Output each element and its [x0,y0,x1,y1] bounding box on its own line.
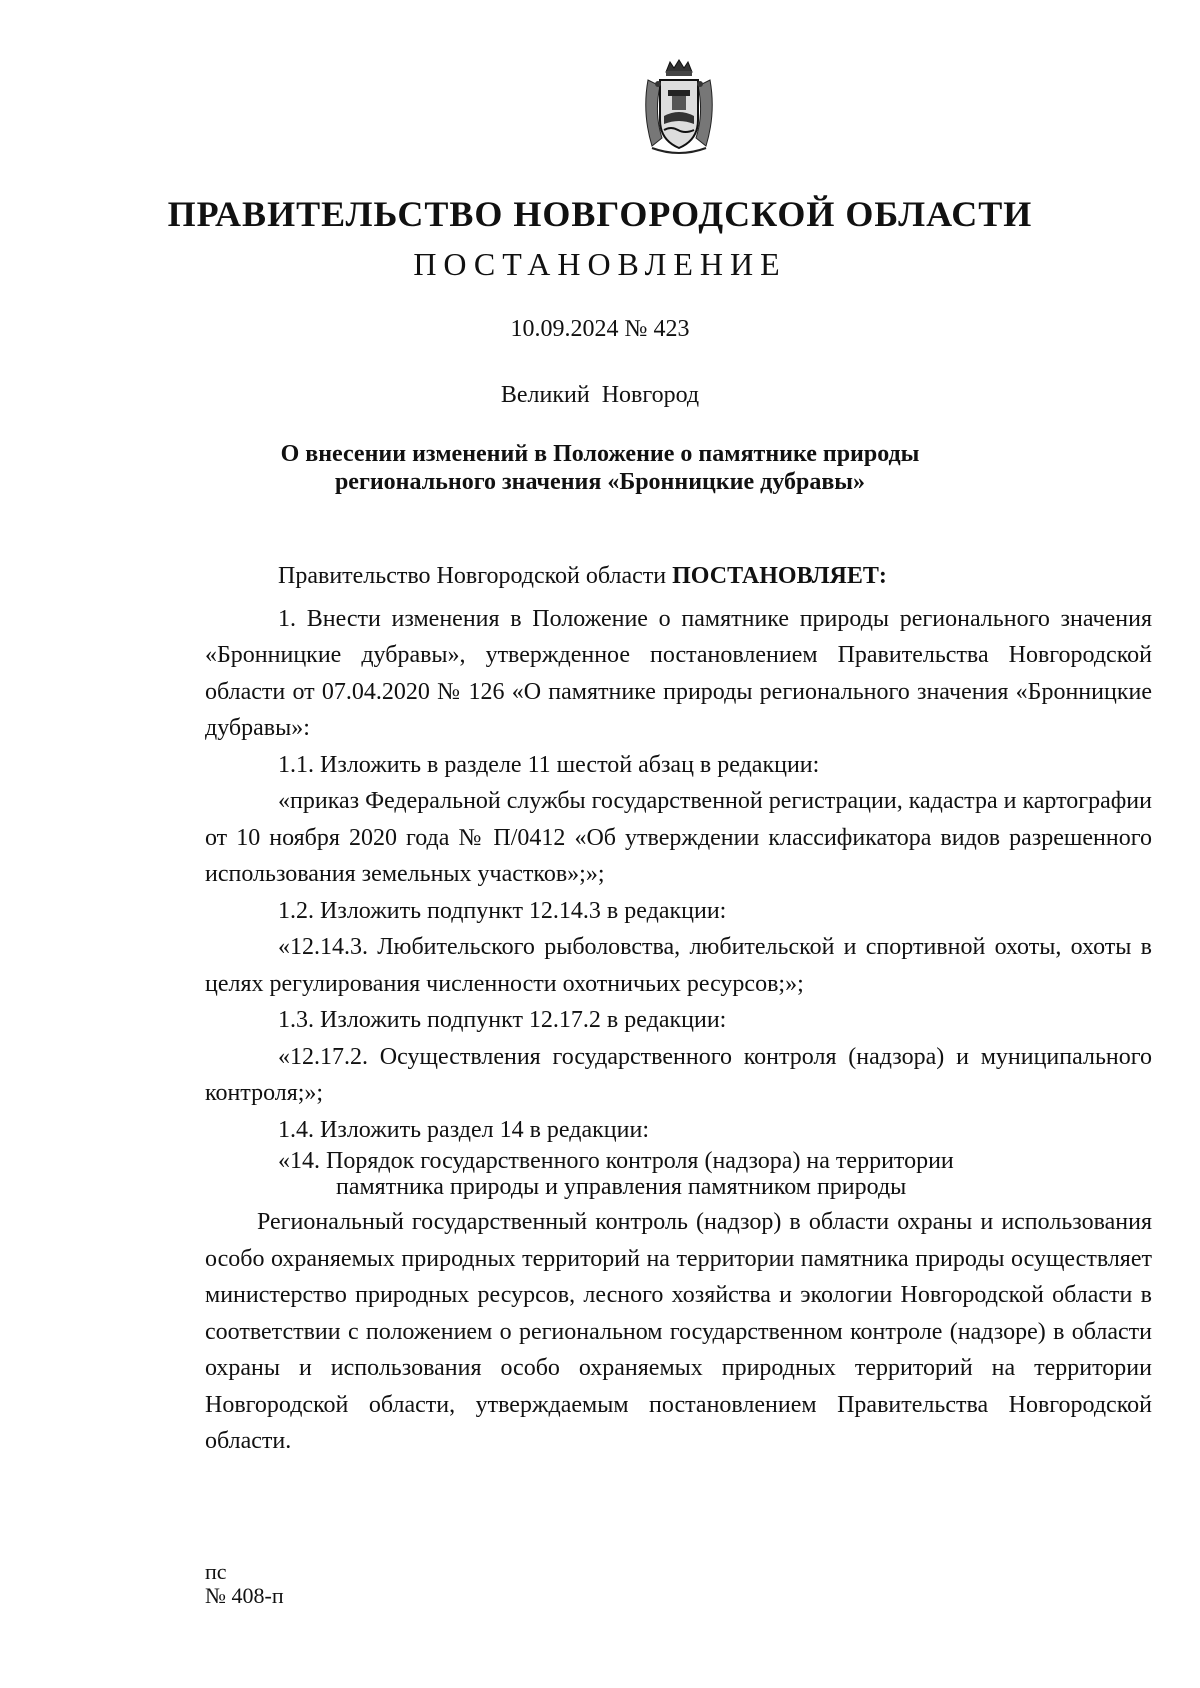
footer-note [205,1560,284,1608]
subject-line-2: регионального значения «Бронницкие дубравы» [334,469,866,495]
section-14-title-line-1: «14. Порядок государственного контроля (надзора) на территории [278,1148,954,1174]
document-subject [0,440,1200,496]
paragraph-1-1: 1.1. Изложить в разделе 11 шестой абзац в редакции: [278,751,820,778]
paragraph-1-3-text: «12.17.2. Осуществления государственного контроля (надзора) и муниципального контроля;»; [205,1043,1152,1106]
paragraph-1-1-text: «приказ Федеральной службы государственной регистрации, кадастра и картографии от 10 ноября 2020 года № П/0412 «Об утверждении классификатора видов разрешенного использования земельных участков»;»; [205,788,1152,887]
section-14-title [205,1148,1152,1200]
document-type: ПОСТАНОВЛЕНИЕ [413,246,787,282]
paragraph-1-4: 1.4. Изложить раздел 14 в редакции: [278,1116,649,1143]
subject-line-1: О внесении изменений в Положение о памятнике природы [280,441,920,467]
government-title: ПРАВИТЕЛЬСТВО НОВГОРОДСКОЙ ОБЛАСТИ [167,194,1033,234]
novgorod-coat-of-arms-icon [638,58,720,158]
decree-keyword: ПОСТАНОВЛЯЕТ: [672,563,887,589]
regional-control-paragraph: Региональный государственный контроль (надзор) в области охраны и использования особо охраняемых природных территорий на территории памятника природы осуществляет министерство природных ресурсов, лесного хозяйства и экологии Новгородской области в соответствии с положением о региональном государственном контроле (надзоре) в области охраны и использования особо охраняемых природных территорий на территории Новгородской области, утверждаемым постановлением Правительства Новгородской области. [205,1209,1152,1454]
footer-line-2: № 408-п [205,1583,284,1608]
decree-prefix: Правительство Новгородской области [278,563,673,589]
date-and-number: 10.09.2024 № 423 [510,316,690,342]
footer-line-1: пс [205,1559,227,1584]
paragraph-1-3: 1.3. Изложить подпункт 12.17.2 в редакции: [278,1007,727,1033]
section-14-title-line-2: памятника природы и управления памятником природы [336,1174,907,1200]
document-body [205,558,1152,1460]
decree-line [205,558,1152,595]
paragraph-1: 1. Внести изменения в Положение о памятнике природы регионального значения «Бронницкие дубравы», утвержденное постановлением Правительства Новгородской области от 07.04.2020 № 126 «О памятнике природы регионального значения «Бронницкие дубравы»: [205,605,1152,741]
paragraph-1-2: 1.2. Изложить подпункт 12.14.3 в редакции: [278,897,727,924]
city: Великий Новгород [500,382,700,408]
paragraph-1-2-text: «12.14.3. Любительского рыболовства, любительской и спортивной охоты, охоты в целях регулирования численности охотничьих ресурсов;»; [205,934,1152,997]
